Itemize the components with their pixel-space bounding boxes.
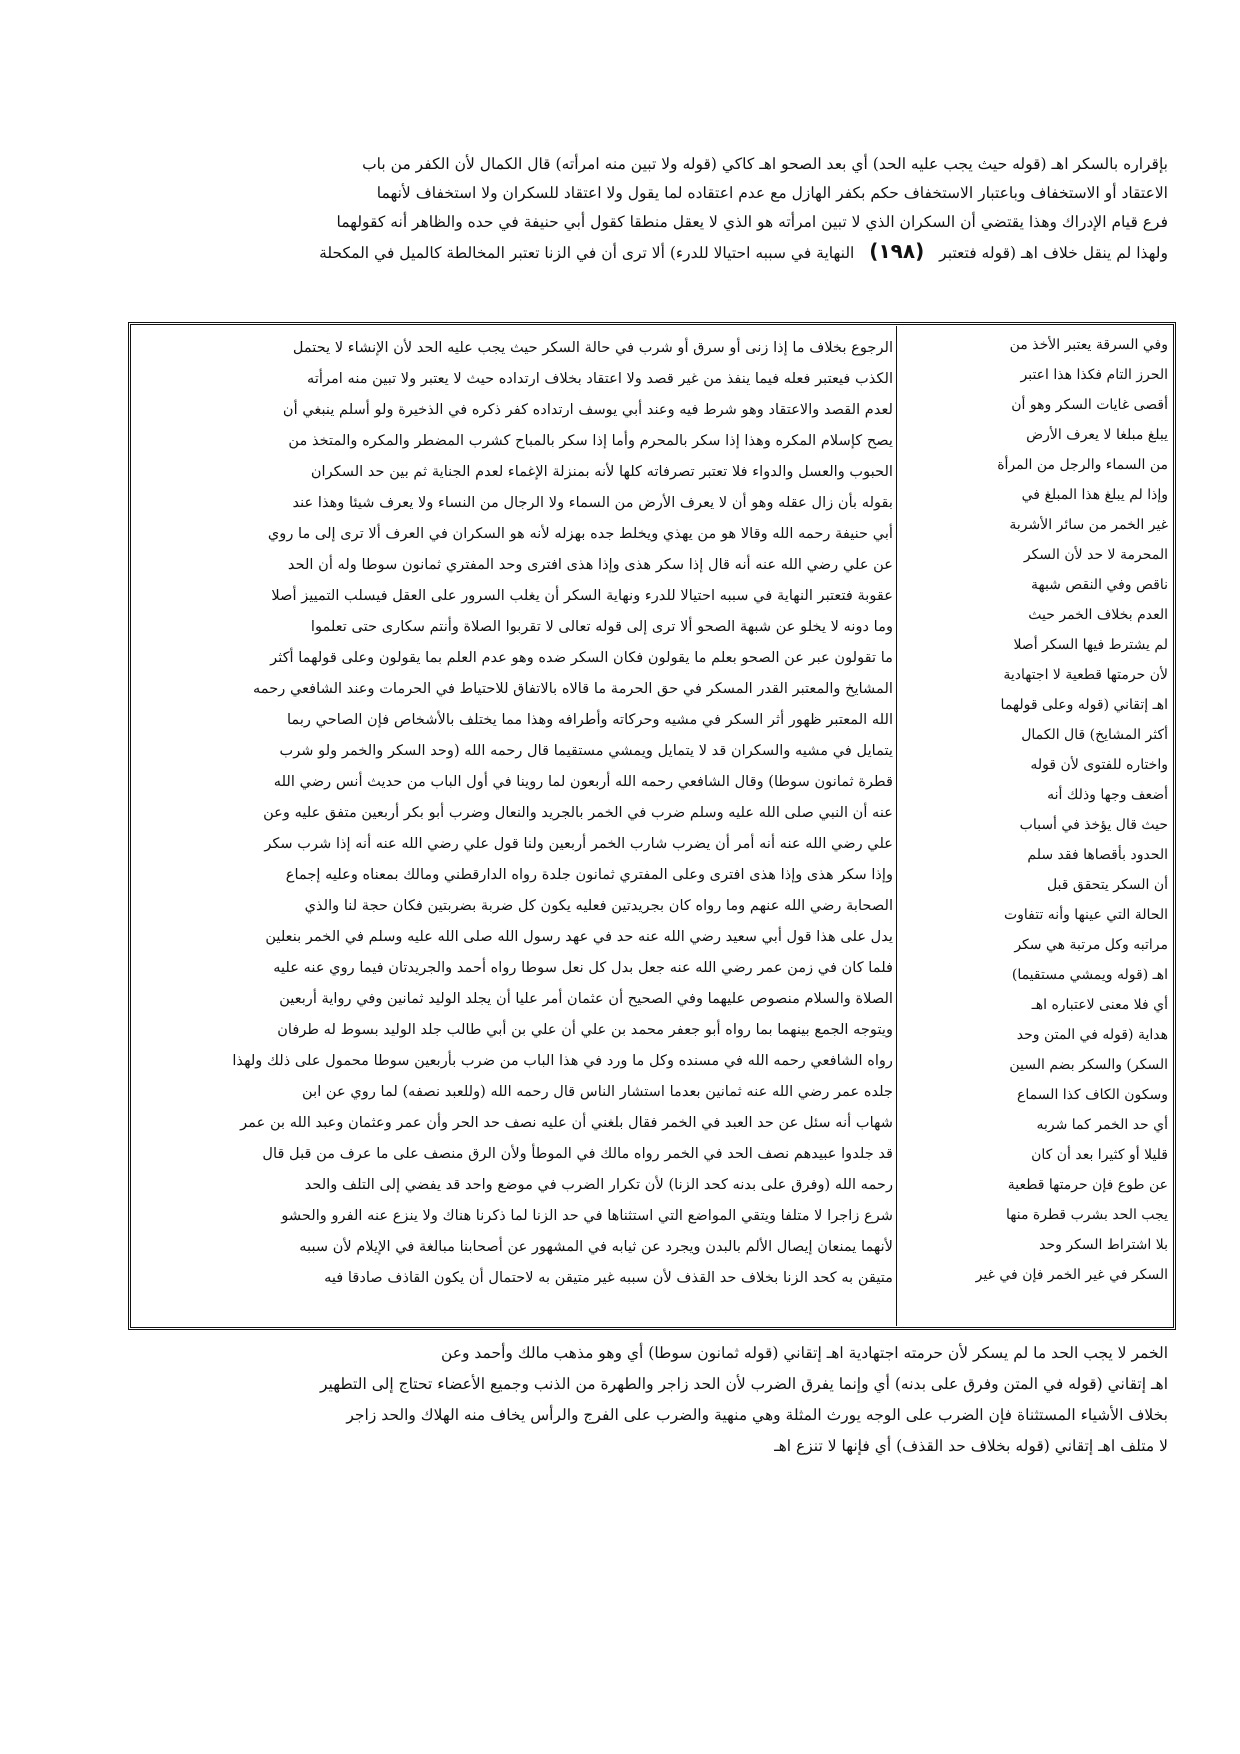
text-line: عن علي رضي الله عنه أنه قال إذا سكر هذى وإذا هذى افترى وحد المفتري ثمانون سوطا وله أن الحد [287, 556, 893, 573]
text-line: ويتوجه الجمع بينهما بما رواه أبو جعفر محمد بن علي أن علي بن أبي طالب جلد الوليد بسوط له طرفان [277, 1021, 893, 1038]
gloss-line: اهـ إتقاني (قوله وعلى قولهما [1000, 697, 1168, 713]
gloss-line: يبلغ مبلغا لا يعرف الأرض [1026, 427, 1168, 443]
main-commentary-text [133, 332, 893, 1324]
text-line: الكذب فيعتبر فعله فيما ينفذ من غير قصد ولا اعتقاد بخلاف ارتداده حيث لا يعتبر ولا تبين منه امرأته [307, 370, 893, 387]
gloss-line: المحرمة لا حد لأن السكر [1023, 547, 1168, 563]
gloss-fragment: ولهذا لم ينقل خلاف اهـ (قوله فتعتبر [939, 244, 1168, 262]
gloss-line: أن السكر يتحقق قبل [1046, 877, 1168, 893]
gloss-line: فرع قيام الإدراك وهذا يقتضي أن السكران الذي لا تبين امرأته هو الذي لا يعقل منطقا كقول أبي حنيفة في حده والظاهر أنه كقولهما [336, 213, 1168, 231]
text-line: جلده عمر رضي الله عنه ثمانين بعدما استشار الناس قال رحمه الله (وللعبد نصفه) لما روي عن ابن [302, 1083, 893, 1100]
gloss-line: السكر) والسكر بضم السين [1009, 1057, 1168, 1073]
gloss-line: لم يشترط فيها السكر أصلا [1013, 637, 1168, 653]
column-divider [896, 326, 897, 1326]
gloss-line: غير الخمر من سائر الأشربة [1009, 517, 1168, 533]
gloss-line: واختاره للفتوى لأن قوله [1030, 757, 1168, 773]
gloss-line: أي فلا معنى لاعتباره اهـ [1031, 997, 1168, 1013]
text-line: الرجوع بخلاف ما إذا زنى أو سرق أو شرب في حالة السكر حيث يجب عليه الحد لأن الإنشاء لا يحتمل [292, 339, 893, 356]
gloss-line: الاعتقاد أو الاستخفاف وباعتبار الاستخفاف حكم بكفر الهازل مع عدم اعتقاده لما يقول ولا اعتقاد للسكران ولا استخفاف لأنهما [376, 184, 1168, 202]
gloss-line: أقصى غايات السكر وهو أن [1011, 397, 1168, 413]
text-line: لعدم القصد والاعتقاد وهو شرط فيه وعند أبي يوسف ارتداده كفر ذكره في الذخيرة ولو أسلم ينبغي أن [282, 401, 893, 418]
text-line: علي رضي الله عنه أنه أمر أن يضرب شارب الخمر أربعين ولنا قول علي رضي الله عنه أنه إذا شرب سكر [264, 835, 893, 852]
gloss-line: لا متلف اهـ إتقاني (قوله بخلاف حد القذف) أي فإنها لا تنزع اهـ [774, 1437, 1168, 1455]
gloss-line: لأن حرمتها قطعية لا اجتهادية [1003, 667, 1168, 683]
page-number-value: ١٩٨ [878, 239, 916, 263]
text-line: لأنهما يمنعان إيصال الألم بالبدن ويجرد عن ثيابه في المشهور عن أصحابنا مبالغة في الإيلام لأن سببه [299, 1238, 893, 1255]
top-marginal-gloss [72, 150, 1168, 268]
gloss-line: بخلاف الأشياء المستثناة فإن الضرب على الوجه يورث المثلة وهي منهية والضرب على الفرج والرأس يخاف منه الهلاك والحد زاجر [346, 1406, 1168, 1424]
gloss-line: وفي السرقة يعتبر الأخذ من [1009, 337, 1168, 353]
gloss-line: مراتبه وكل مرتبة هي سكر [1014, 937, 1168, 953]
gloss-line: عن طوع فإن حرمتها قطعية [1007, 1177, 1168, 1193]
gloss-line: الحرز التام فكذا هذا اعتبر [1020, 367, 1168, 383]
gloss-line: أي حد الخمر كما شربه [1036, 1117, 1168, 1133]
gloss-line: وإذا لم يبلغ هذا المبلغ في [1021, 487, 1168, 503]
text-line: رواه الشافعي رحمه الله في مسنده وكل ما ورد في هذا الباب من ضرب بأربعين سوطا محمول على ذلك ولهذا [232, 1052, 893, 1069]
gloss-line: الخمر لا يجب الحد ما لم يسكر لأن حرمته اجتهادية اهـ إتقاني (قوله ثمانون سوطا) أي وهو مذهب مالك وأحمد وعن [440, 1344, 1168, 1362]
text-line: الحبوب والعسل والدواء فلا تعتبر تصرفاته كلها لأنه بمنزلة الإغماء لعدم الجناية ثم بين حد السكران [310, 463, 893, 480]
gloss-line: من السماء والرجل من المرأة [997, 457, 1168, 473]
text-line: وما دونه لا يخلو عن شبهة الصحو ألا ترى إلى قوله تعالى لا تقربوا الصلاة وأنتم سكارى حتى تعلموا [310, 618, 893, 635]
page-number: (١٩٨) [869, 239, 925, 263]
gloss-line: بإقراره بالسكر اهـ (قوله حيث يجب عليه الحد) أي بعد الصحو اهـ كاكي (قوله ولا تبين منه امرأته) قال الكمال لأن الكفر من باب [362, 155, 1168, 173]
text-line: رحمه الله (وفرق على بدنه كحد الزنا) لأن تكرار الضرب في موضع واحد قد يفضي إلى التلف والحد [304, 1176, 893, 1193]
gloss-line: بلا اشتراط السكر وحد [1039, 1237, 1168, 1253]
text-line: الصلاة والسلام منصوص عليهما وفي الصحيح أن عثمان أمر عليا أن يجلد الوليد ثمانين وفي رواية أربعين [279, 990, 893, 1007]
text-line: فلما كان في زمن عمر رضي الله عنه جعل بدل كل نعل سوطا رواه أحمد والجريدتان فيما روي عنه عليه [273, 959, 893, 976]
text-line: عنه أن النبي صلى الله عليه وسلم ضرب في الخمر بالجريد والنعال وضرب أبو بكر أربعين متفق عليه وعن [263, 804, 893, 821]
text-line: يدل على هذا قول أبي سعيد رضي الله عنه حد في عهد رسول الله صلى الله عليه وسلم في الخمر بنعلين [265, 928, 893, 945]
text-line: متيقن به كحد الزنا بخلاف حد القذف لأن سببه غير متيقن به لاحتمال أن يكون القاذف صادقا فيه [324, 1269, 893, 1286]
text-line: شهاب أنه سئل عن حد العبد في الخمر فقال بلغني أن عليه نصف حد الحر وأن عمر وعثمان وعبد الله بن عمر [240, 1114, 893, 1131]
text-line: وإذا سكر هذى وإذا هذى افترى وعلى المفتري ثمانون جلدة رواه الدارقطني ومالك بمعناه وعليه إجماع [285, 866, 893, 883]
gloss-line: أضعف وجها وذلك أنه [1047, 787, 1168, 803]
gloss-line: ناقص وفي النقص شبهة [1030, 577, 1168, 593]
text-line: يصح كإسلام المكره وهذا إذا سكر بالمحرم وأما إذا سكر بالمباح كشرب المضطر والمكره والمتخذ من [288, 432, 893, 449]
gloss-fragment: النهاية في سببه احتيالا للدرء) ألا ترى أن في الزنا تعتبر المخالطة كالميل في المكحلة [319, 244, 855, 262]
text-line: قد جلدوا عبيدهم نصف الحد في الخمر رواه مالك في الموطأ ولأن الرق منصف على ما عرف من قبل قال [262, 1145, 893, 1162]
gloss-line: حيث قال يؤخذ في أسباب [1019, 817, 1168, 833]
gloss-line: الحدود بأقصاها فقد سلم [1027, 847, 1168, 863]
gloss-line: اهـ إتقاني (قوله في المتن وفرق على بدنه) أي وإنما يفرق الضرب لأن الحد زاجر والطهرة من الذنب وجميع الأعضاء تحتاج إلى التطهير [319, 1375, 1168, 1393]
gloss-line: وسكون الكاف كذا السماع [1016, 1087, 1168, 1103]
text-line: عقوبة فتعتبر النهاية في سببه احتيالا للدرء ونهاية السكر أن يغلب السرور على العقل فيسلب التمييز أصلا [271, 587, 893, 604]
text-line: يتمايل في مشيه والسكران قد لا يتمايل ويمشي مستقيما قال رحمه الله (وحد السكر والخمر ولو شرب [279, 742, 893, 759]
side-marginal-gloss [900, 330, 1168, 1320]
gloss-line: قليلا أو كثيرا بعد أن كان [1031, 1147, 1168, 1163]
text-line: قطرة ثمانون سوطا) وقال الشافعي رحمه الله أربعون لما روينا في أول الباب من حديث أنس رضي الله [273, 773, 893, 790]
gloss-line: السكر في غير الخمر فإن في غير [975, 1267, 1168, 1283]
text-line: أبي حنيفة رحمه الله وقالا هو من يهذي ويخلط جده بهزله لأنه هو السكران في العرف ألا ترى إلى ما روي [267, 525, 893, 542]
text-line: المشايخ والمعتبر القدر المسكر في حق الحرمة ما قالاه بالاتفاق للاحتياط في الحرمات وعند الشافعي رحمه [252, 680, 893, 697]
gloss-line: الحالة التي عينها وأنه تتفاوت [1003, 907, 1168, 923]
gloss-line: اهـ (قوله ويمشي مستقيما) [1011, 967, 1168, 983]
text-line: ما تقولون عبر عن الصحو بعلم ما يقولون فكان السكر ضده وهو عدم العلم بما يقولون وعلى قولهما أكثر [270, 649, 893, 666]
text-line: الله المعتبر ظهور أثر السكر في مشيه وحركاته وأطرافه وهذا مما يختلف بالأشخاص فإن الصاحي ربما [286, 711, 893, 728]
gloss-line: هداية (قوله في المتن وحد [1016, 1027, 1168, 1043]
bottom-marginal-gloss [72, 1338, 1168, 1462]
text-line: شرع زاجرا لا متلفا ويتقي المواضع التي استثناها في حد الزنا لما ذكرنا هناك ولا ينزع عنه الفرو والحشو [281, 1207, 893, 1224]
text-line: الصحابة رضي الله عنهم وما رواه كان بجريدتين فعليه يكون كل ضربة بضربتين فكان حجة لنا والذي [304, 897, 893, 914]
gloss-line: يجب الحد بشرب قطرة منها [1006, 1207, 1168, 1223]
gloss-line: العدم بخلاف الخمر حيث [1028, 607, 1168, 623]
gloss-line [72, 237, 1168, 268]
gloss-line: أكثر المشايخ) قال الكمال [1021, 727, 1168, 743]
text-line: بقوله بأن زال عقله وهو أن لا يعرف الأرض من السماء ولا الرجال من النساء ولا يعرف شيئا وهذا عند [292, 494, 893, 511]
